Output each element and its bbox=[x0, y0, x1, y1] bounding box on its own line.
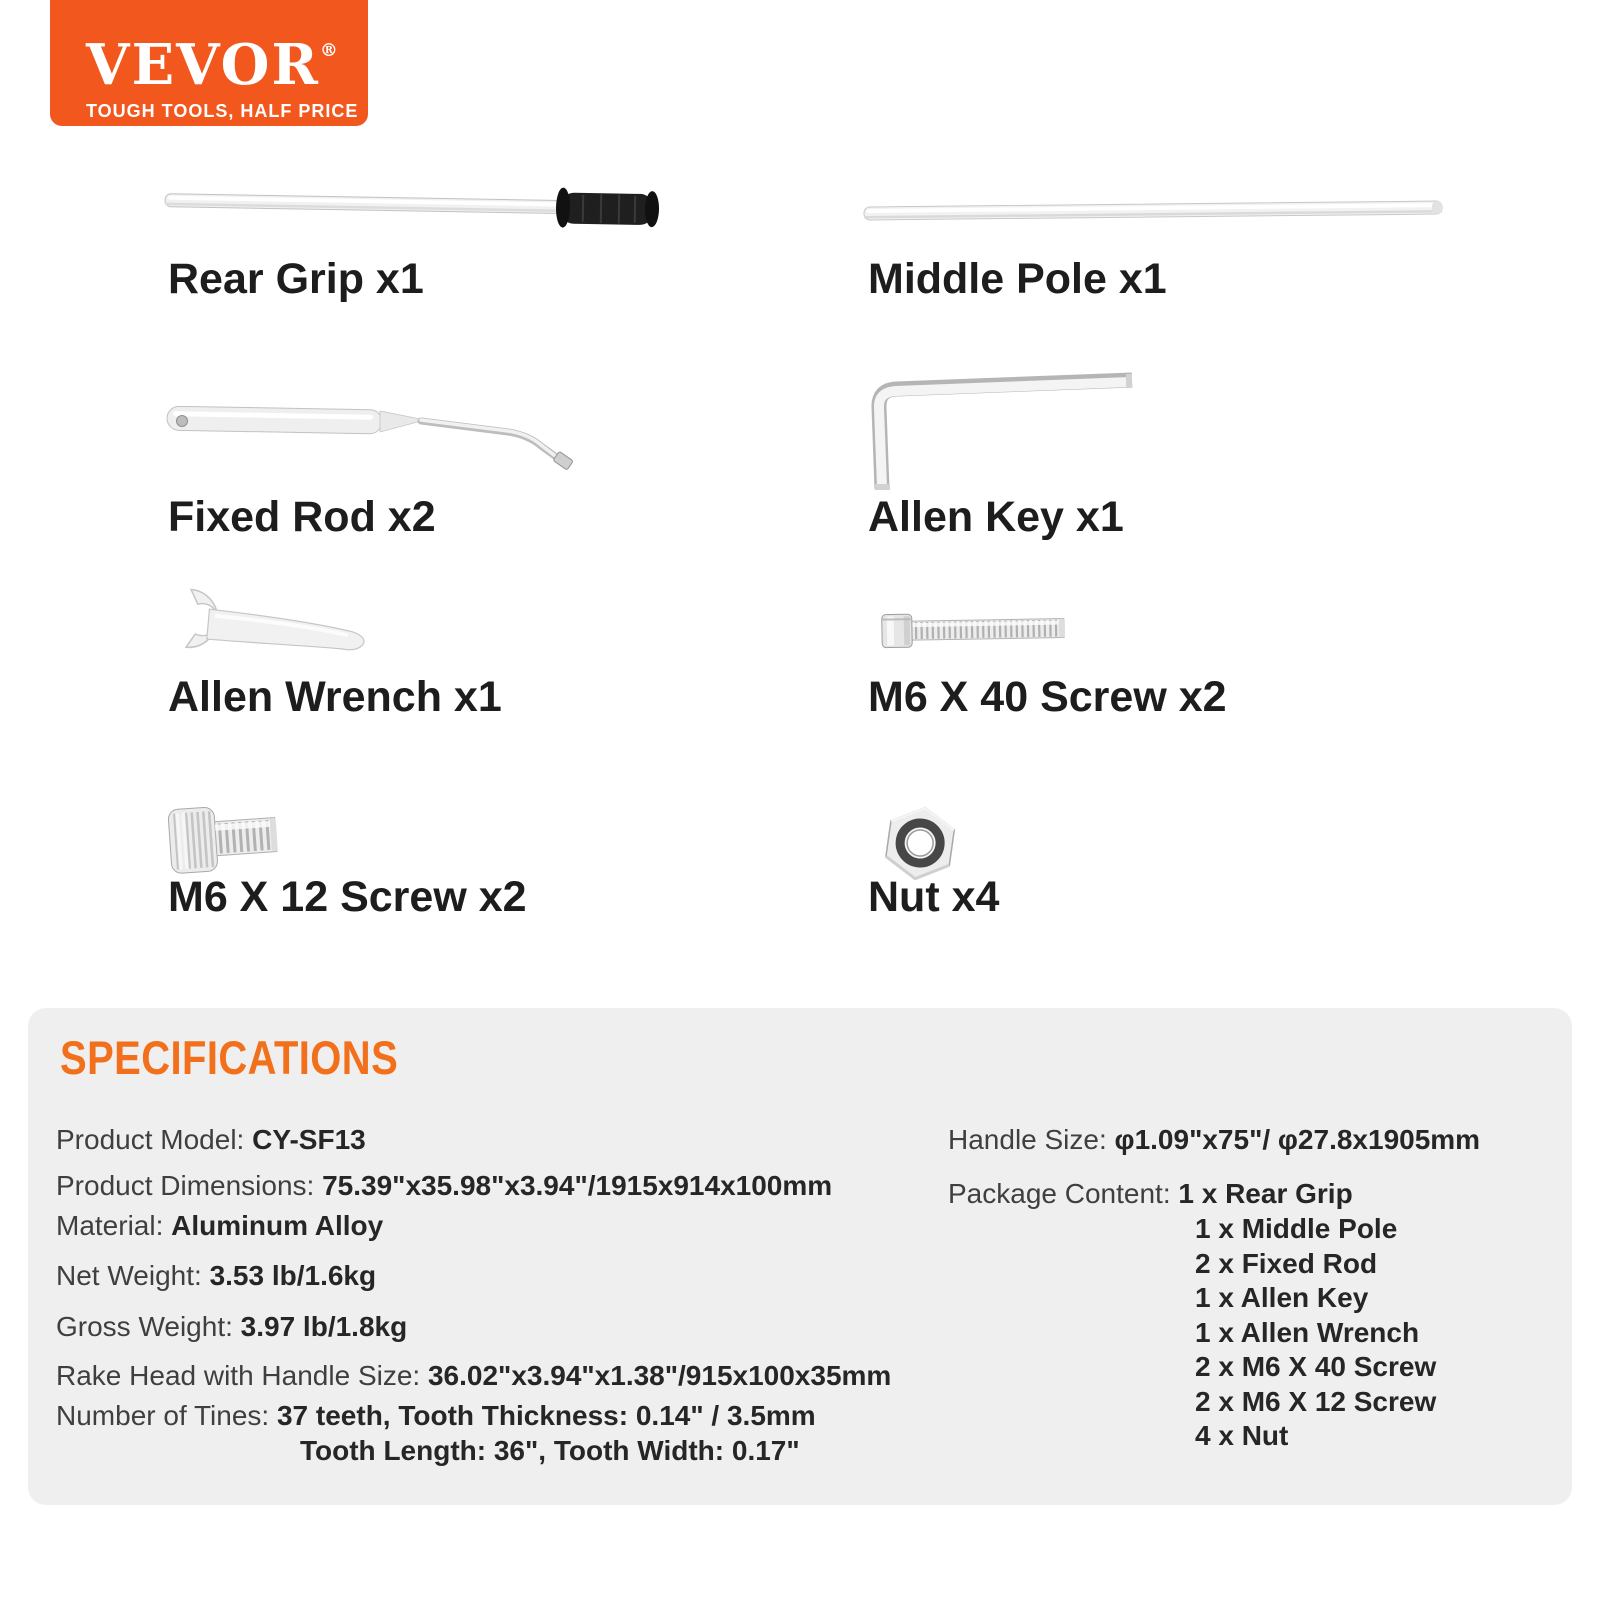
spec-label: Package Content: bbox=[948, 1178, 1179, 1209]
spec-line-tines bbox=[56, 1398, 936, 1433]
registered-mark: ® bbox=[319, 40, 338, 61]
spec-label: Number of Tines: bbox=[56, 1400, 277, 1431]
middle-pole-illustration bbox=[862, 192, 1447, 232]
spec-value: 3.53 lb/1.6kg bbox=[209, 1260, 377, 1291]
part-label-m6x40-screw: M6 X 40 Screw x2 bbox=[868, 673, 1227, 721]
part-label-m6x12-screw: M6 X 12 Screw x2 bbox=[168, 873, 527, 921]
part-label-rear-grip: Rear Grip x1 bbox=[168, 255, 424, 303]
package-item bbox=[1195, 1212, 1548, 1247]
spec-value: Aluminum Alloy bbox=[171, 1210, 384, 1241]
package-item bbox=[1195, 1385, 1548, 1420]
package-item-value: 2 x Fixed Rod bbox=[1195, 1247, 1378, 1279]
spec-row-net-weight bbox=[56, 1258, 936, 1294]
spec-label: Gross Weight: bbox=[56, 1311, 241, 1342]
spec-value: 75.39"x35.98"x3.94"/1915x914x100mm bbox=[322, 1170, 833, 1201]
spec-value: 37 teeth, Tooth Thickness: 0.14" / 3.5mm bbox=[276, 1400, 816, 1431]
spec-row-handle-size bbox=[948, 1122, 1548, 1158]
brand-tagline: TOUGH TOOLS, HALF PRICE bbox=[86, 101, 359, 121]
spec-label: Rake Head with Handle Size: bbox=[56, 1360, 428, 1391]
package-item bbox=[1195, 1350, 1548, 1385]
spec-value: Tooth Length: 36", Tooth Width: 0.17" bbox=[300, 1435, 800, 1466]
spec-row-tines bbox=[56, 1398, 936, 1468]
spec-row-gross-weight bbox=[56, 1309, 936, 1345]
spec-label: Handle Size: bbox=[948, 1124, 1115, 1155]
spec-column-left bbox=[56, 1122, 936, 1468]
part-label-middle-pole: Middle Pole x1 bbox=[868, 255, 1167, 303]
spec-value: 1 x Rear Grip bbox=[1178, 1178, 1353, 1209]
package-item-value: 4 x Nut bbox=[1195, 1420, 1289, 1451]
allen-key-illustration bbox=[858, 362, 1148, 494]
spec-label: Net Weight: bbox=[56, 1260, 210, 1291]
spec-line-tooth-length bbox=[56, 1433, 936, 1468]
fixed-rod-illustration bbox=[163, 398, 603, 478]
spec-label: Material: bbox=[56, 1210, 172, 1241]
spec-column-right bbox=[948, 1122, 1548, 1454]
spec-row-product-model bbox=[56, 1122, 936, 1158]
spec-label: Product Model: bbox=[56, 1124, 253, 1155]
part-label-allen-wrench: Allen Wrench x1 bbox=[168, 673, 502, 721]
part-label-allen-key: Allen Key x1 bbox=[868, 493, 1124, 541]
vevor-logo bbox=[50, 0, 368, 126]
package-item bbox=[1195, 1247, 1548, 1282]
package-item bbox=[1195, 1316, 1548, 1351]
package-item bbox=[1195, 1419, 1548, 1454]
spec-row-product-dimensions bbox=[56, 1168, 936, 1204]
spec-row-rake-head-size bbox=[56, 1358, 936, 1394]
spec-row-package-content bbox=[948, 1176, 1548, 1212]
spec-value: 36.02"x3.94"x1.38"/915x100x35mm bbox=[427, 1360, 892, 1391]
package-item-value: 1 x Allen Wrench bbox=[1195, 1316, 1420, 1348]
m6x40-screw-illustration bbox=[878, 605, 1088, 660]
brand-name bbox=[86, 20, 368, 96]
package-item bbox=[1195, 1281, 1548, 1316]
spec-value: φ1.09"x75"/ φ27.8x1905mm bbox=[1114, 1124, 1481, 1155]
package-item-value: 1 x Middle Pole bbox=[1195, 1213, 1398, 1244]
package-item-value: 1 x Allen Key bbox=[1195, 1282, 1369, 1313]
package-item-value: 2 x M6 X 40 Screw bbox=[1195, 1351, 1437, 1382]
part-label-nut: Nut x4 bbox=[868, 873, 1000, 921]
nut-illustration bbox=[880, 804, 960, 884]
rear-grip-illustration bbox=[163, 176, 668, 238]
spec-value: CY-SF13 bbox=[252, 1124, 366, 1155]
part-label-fixed-rod: Fixed Rod x2 bbox=[168, 493, 436, 541]
allen-wrench-illustration bbox=[158, 586, 393, 674]
spec-value: 3.97 lb/1.8kg bbox=[240, 1311, 408, 1342]
specifications-heading: SPECIFICATIONS bbox=[60, 1031, 399, 1084]
brand-wordmark: VEVOR bbox=[86, 32, 320, 98]
spec-row-material bbox=[56, 1208, 936, 1244]
package-item-value: 2 x M6 X 12 Screw bbox=[1195, 1385, 1437, 1417]
spec-label: Product Dimensions: bbox=[56, 1170, 323, 1201]
